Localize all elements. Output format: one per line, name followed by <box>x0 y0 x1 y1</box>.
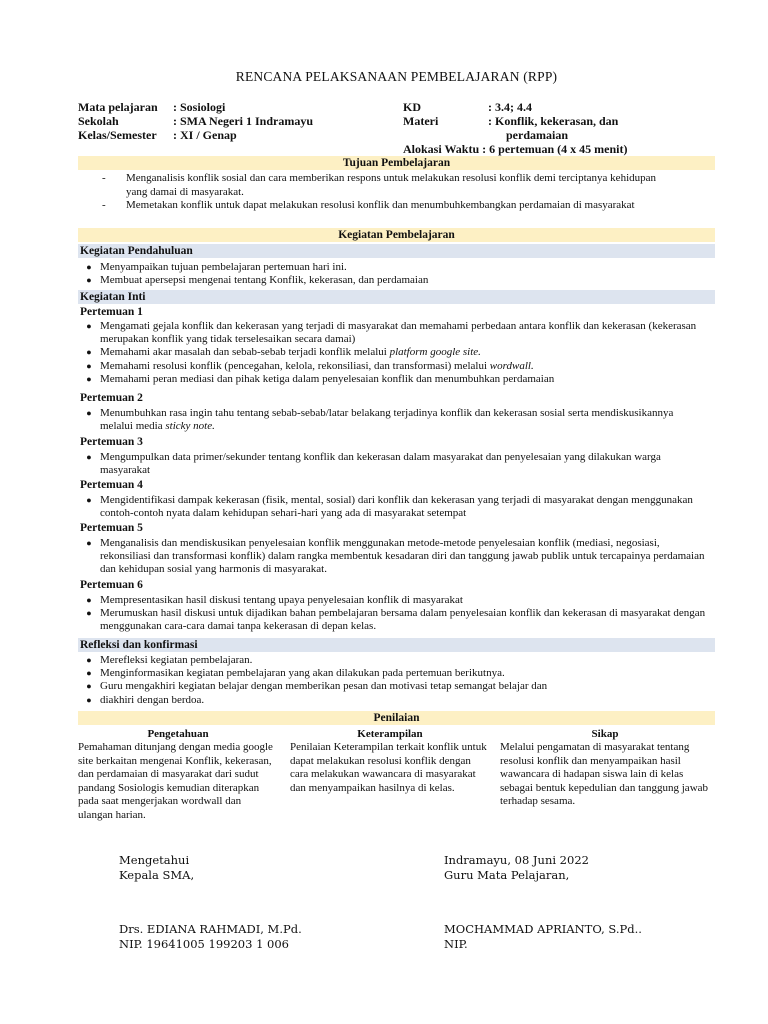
mengetahui-label: Mengetahui <box>119 853 190 867</box>
list-item: ● Memahami resolusi konflik (pencegahan, kelola, rekonsiliasi, dan transformasi) melalui wordwall. <box>86 359 534 372</box>
list-item: ● Memahami peran mediasi dan pihak ketiga dalam penyelesaian konflik dan menumbuhkan perdamaian <box>86 372 555 385</box>
sikap-text: Melalui pengamatan di masyarakat tentang resolusi konflik dan menyampaikan hasil wawancara di hadapan siswa lain di kelas sebagai bentuk kepedulian dan tanggung jawab terhadap sesama. <box>500 741 709 807</box>
pertemuan-3-list <box>78 451 715 477</box>
alokasi-waktu: Alokasi Waktu : 6 pertemuan (4 x 45 menit) <box>403 142 628 156</box>
list-item: ● Memahami akar masalah dan sebab-sebab terjadi konflik melalui platform google site. <box>86 346 481 359</box>
list-item: ● Menumbuhkan rasa ingin tahu tentang sebab-sebab/latar belakang terjadinya konflik dan kekerasan sosial serta mendiskusikannya melalui media sticky note. <box>86 407 674 433</box>
pendahuluan-header: Kegiatan Pendahuluan <box>78 244 715 258</box>
mapel-label: Mata pelajaran <box>78 100 158 114</box>
meta-right <box>403 100 723 156</box>
list-item: ● Menginformasikan kegiatan pembelajaran yang akan dilakukan pada pertemuan berikutnya. <box>86 667 505 680</box>
pertemuan-4-list <box>78 494 715 520</box>
kelas-value: : XI / Genap <box>173 128 237 142</box>
inti-header: Kegiatan Inti <box>78 290 715 304</box>
pengetahuan-heading: Pengetahuan <box>147 728 209 740</box>
pertemuan-6-list <box>78 594 715 634</box>
pengetahuan-text: Pemahaman ditunjang dengan media google site berkaitan mengenai Konflik, kekerasan, dan perdamaian di masyarakat dari sudut pandang Sosiologis kemudian diterapkan pada saat mengerjakan wordwall dan ulangan harian. <box>78 741 273 821</box>
materi-value: : Konflik, kekerasan, dan <box>488 114 619 128</box>
list-item: ● Menganalisis dan mendiskusikan penyelesaian konflik menggunakan metode-metode penyelesaian konflik (mediasi, negosiasi, rekonsiliasi dan transformasi konflik) dalam rangka membentuk kesadaran diri dan tanggung jawab publik untuk tercapainya perdamaian dan kehidupan sosial yang harmonis di masyarakat. <box>86 537 705 576</box>
keterampilan-text: Penilaian Keterampilan terkait konflik untuk dapat melakukan resolusi konflik dengan cara melakukan wawancara di masyarakat dan menyampaikan hasilnya di kelas. <box>290 741 487 794</box>
penilaian-header: Penilaian <box>78 711 715 725</box>
sikap-heading: Sikap <box>591 728 619 740</box>
list-item: ● Membuat apersepsi mengenai tentang Konflik, kekerasan, dan perdamaian <box>86 274 429 287</box>
keterampilan-heading: Keterampilan <box>357 728 423 740</box>
pendahuluan-list <box>78 261 715 287</box>
meta-left <box>78 100 398 142</box>
guru-nip: NIP. <box>444 937 468 951</box>
pertemuan-2-heading: Pertemuan 2 <box>80 392 143 404</box>
refleksi-list <box>78 654 715 707</box>
kelas-label: Kelas/Semester <box>78 128 157 142</box>
list-item: ● Guru mengakhiri kegiatan belajar dengan memberikan pesan dan motivasi tetap semangat belajar dan <box>86 680 548 693</box>
mapel-value: : Sosiologi <box>173 100 226 114</box>
list-item: ● Merefleksi kegiatan pembelajaran. <box>86 654 253 666</box>
list-item: ● diakhiri dengan berdoa. <box>86 693 205 706</box>
guru-label: Guru Mata Pelajaran, <box>444 868 570 882</box>
pertemuan-4-heading: Pertemuan 4 <box>80 479 143 491</box>
kd-value: : 3.4; 4.4 <box>488 100 532 114</box>
pertemuan-5-list <box>78 537 715 577</box>
list-item: ● Mengamati gejala konflik dan kekerasan yang terjadi di masyarakat dan memahami perbedaan antara konflik dan kekerasan (kekerasan merupakan konflik yang tidak terselesaikan secara damai) <box>86 320 697 346</box>
kepala-nip: NIP. 19641005 199203 1 006 <box>119 937 289 951</box>
pertemuan-5-heading: Pertemuan 5 <box>80 522 143 534</box>
list-item: ● Mempresentasikan hasil diskusi tentang upaya penyelesaian konflik di masyarakat <box>86 594 463 606</box>
refleksi-header: Refleksi dan konfirmasi <box>78 638 715 652</box>
pertemuan-1-heading: Pertemuan 1 <box>80 306 143 318</box>
kepala-label: Kepala SMA, <box>119 868 195 882</box>
list-item: - Menganalisis konflik sosial dan cara memberikan respons untuk melakukan resolusi konflik demi terciptanya kehidupan yang damai di masyarakat. <box>102 172 657 198</box>
keterampilan-column <box>290 727 490 795</box>
kd-label: KD <box>403 100 421 114</box>
tujuan-header: Tujuan Pembelajaran <box>78 156 715 170</box>
kepala-name: Drs. EDIANA RAHMADI, M.Pd. <box>119 922 302 936</box>
list-item: ● Menyampaikan tujuan pembelajaran pertemuan hari ini. <box>86 261 347 273</box>
list-item: ● Merumuskan hasil diskusi untuk dijadikan bahan pembelajaran bersama dalam penyelesaian konflik dan kekerasan di masyarakat dengan menggunakan cara-cara damai tanpa kekerasan di depan kelas. <box>86 607 706 633</box>
guru-name: MOCHAMMAD APRIANTO, S.Pd.. <box>444 922 642 936</box>
pertemuan-3-heading: Pertemuan 3 <box>80 436 143 448</box>
sikap-column <box>500 727 710 809</box>
materi-label: Materi <box>403 114 439 128</box>
list-item: - Memetakan konflik untuk dapat melakukan resolusi konflik dan menumbuhkembangkan perdamaian di masyarakat <box>102 199 635 211</box>
signature-right-top <box>444 853 589 883</box>
sekolah-value: : SMA Negeri 1 Indramayu <box>173 114 313 128</box>
kegiatan-header: Kegiatan Pembelajaran <box>78 228 715 242</box>
document-title: RENCANA PELAKSANAAN PEMBELAJARAN (RPP) <box>235 69 558 84</box>
tujuan-list <box>78 172 715 213</box>
signature-left-top <box>119 853 194 883</box>
signature-left-bottom <box>119 922 302 952</box>
signature-right-bottom <box>444 922 642 952</box>
sekolah-label: Sekolah <box>78 114 119 128</box>
place-date: Indramayu, 08 Juni 2022 <box>444 853 589 867</box>
pengetahuan-column <box>78 727 278 822</box>
list-item: ● Mengidentifikasi dampak kekerasan (fisik, mental, sosial) dari konflik dan kekerasan yang terjadi di masyarakat dengan menggunakan contoh-contoh nyata dalam kehidupan sehari-hari yang ada di masyarakat setempat <box>86 494 693 520</box>
list-item: ● Mengumpulkan data primer/sekunder tentang konflik dan kekerasan dalam masyarakat dan penyelesaian yang dilakukan warga masyarakat <box>86 451 661 477</box>
pertemuan-2-list <box>78 407 715 433</box>
materi-value-cont: perdamaian <box>506 128 569 142</box>
pertemuan-6-heading: Pertemuan 6 <box>80 579 143 591</box>
pertemuan-1-list <box>78 320 715 386</box>
